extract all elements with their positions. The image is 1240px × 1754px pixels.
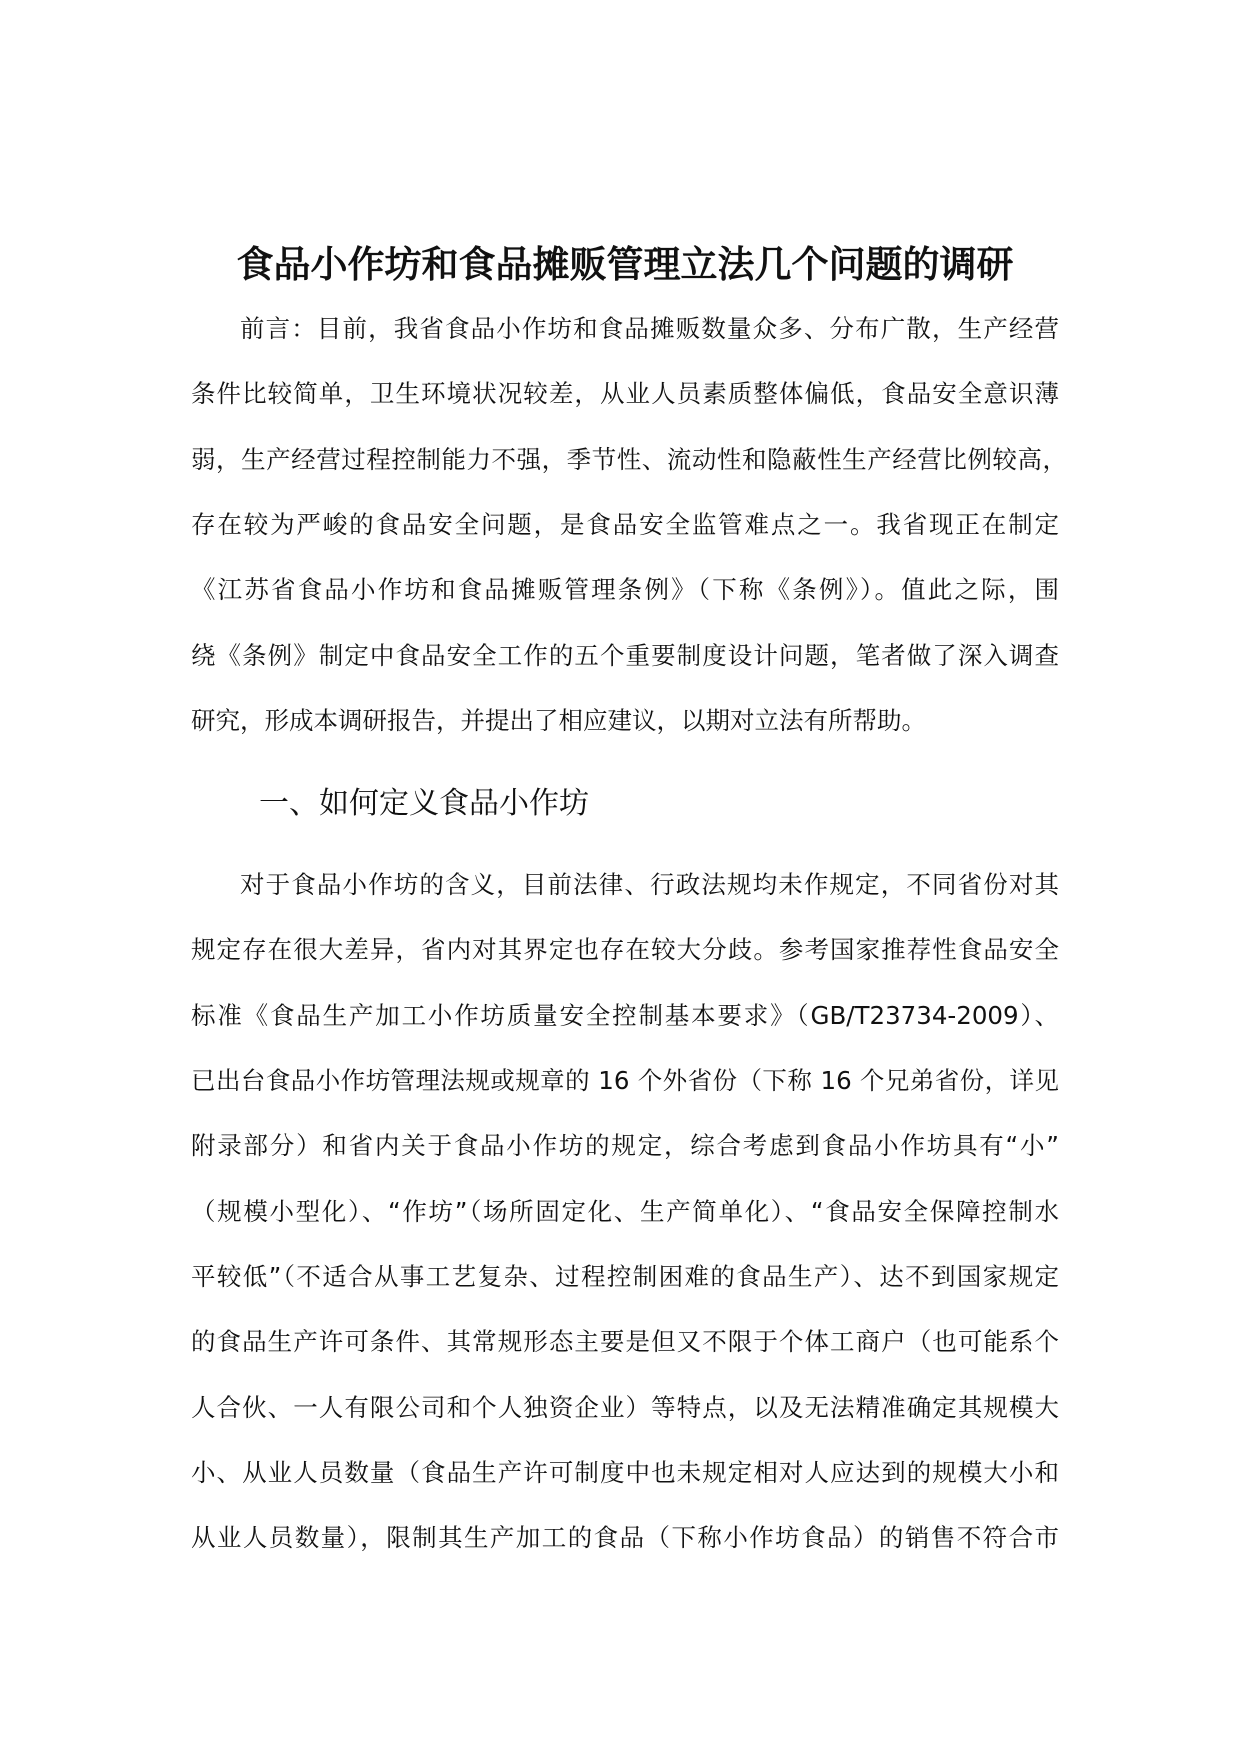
- document-title: 食品小作坊和食品摊贩管理立法几个问题的调研: [236, 243, 1014, 286]
- section-heading: 一、如何定义食品小作坊: [259, 786, 589, 821]
- text-line: 弱，生产经营过程控制能力不强，季节性、流动性和隐蔽性生产经营比例较高，: [191, 445, 1067, 474]
- text-line: 规定存在很大差异，省内对其界定也存在较大分歧。参考国家推荐性食品安全: [191, 935, 1059, 964]
- text-line: 对于食品小作坊的含义，目前法律、行政法规均未作规定，不同省份对其: [240, 870, 1059, 899]
- text-line: 存在较为严峻的食品安全问题，是食品安全监管难点之一。我省现正在制定: [191, 510, 1059, 539]
- text-line: 小、从业人员数量（食品生产许可制度中也未规定相对人应达到的规模大小和: [191, 1458, 1059, 1487]
- text-line: 绕《条例》制定中食品安全工作的五个重要制度设计问题，笔者做了深入调查: [191, 641, 1059, 670]
- text-line: 从业人员数量），限制其生产加工的食品（下称小作坊食品）的销售不符合市: [191, 1523, 1059, 1552]
- text-line: 研究，形成本调研报告，并提出了相应建议，以期对立法有所帮助。: [191, 706, 926, 735]
- text-line: 《江苏省食品小作坊和食品摊贩管理条例》（下称《条例》）。值此之际，围: [191, 575, 1059, 604]
- text-line: 前言：目前，我省食品小作坊和食品摊贩数量众多、分布广散，生产经营: [240, 314, 1059, 343]
- text-line: 已出台食品小作坊管理法规或规章的 16 个外省份（下称 16 个兄弟省份，详见: [191, 1066, 1059, 1095]
- text-line: 平较低”（不适合从事工艺复杂、过程控制困难的食品生产）、达不到国家规定: [191, 1262, 1059, 1291]
- text-line: 条件比较简单，卫生环境状况较差，从业人员素质整体偏低，食品安全意识薄: [191, 379, 1059, 408]
- text-line: 附录部分）和省内关于食品小作坊的规定，综合考虑到食品小作坊具有“小”: [191, 1131, 1059, 1160]
- text-line: 的食品生产许可条件、其常规形态主要是但又不限于个体工商户（也可能系个: [191, 1327, 1059, 1356]
- text-line: 标准《食品生产加工小作坊质量安全控制基本要求》（GB/T23734-2009）、: [191, 1001, 1059, 1030]
- text-line: （规模小型化）、“作坊”（场所固定化、生产简单化）、“食品安全保障控制水: [191, 1197, 1059, 1226]
- text-line: 人合伙、一人有限公司和个人独资企业）等特点，以及无法精准确定其规模大: [191, 1393, 1059, 1422]
